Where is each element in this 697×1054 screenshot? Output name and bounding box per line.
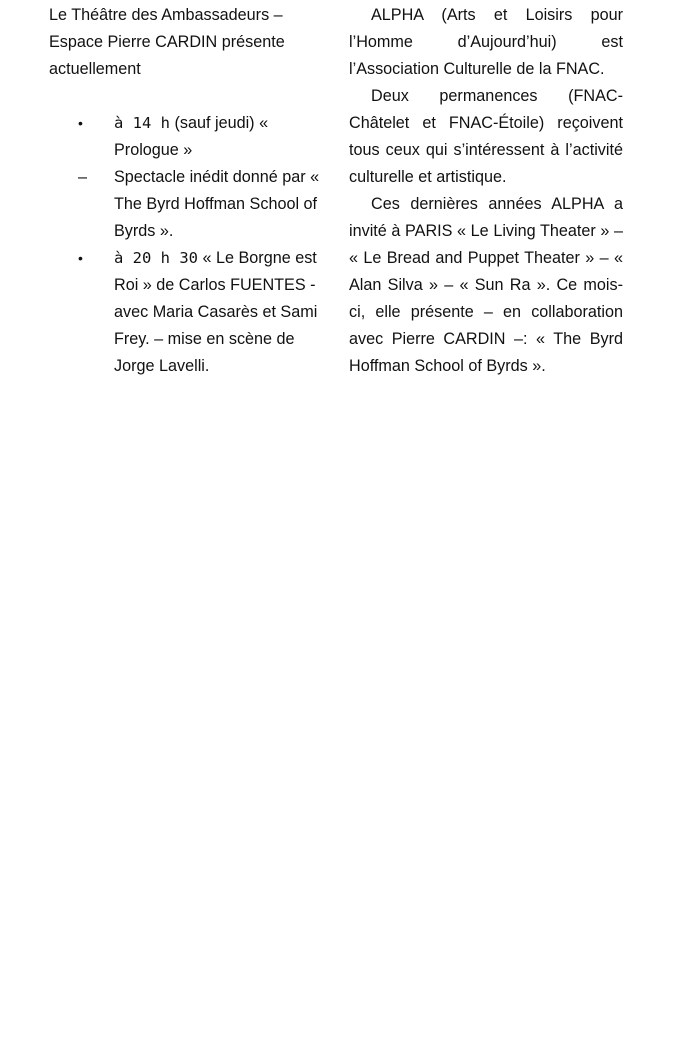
intro-paragraph: Le Théâtre des Ambassadeurs – Espace Pierre CARDIN présente actuellement bbox=[49, 6, 285, 78]
list-item bbox=[49, 245, 329, 380]
left-column bbox=[49, 2, 329, 380]
showtime: à 20 h 30 bbox=[114, 249, 198, 267]
paragraph-alpha-intro: ALPHA (Arts et Loisirs pour l’Homme d’Aujourd’hui) est l’Association Culturelle de la FNAC. bbox=[349, 6, 623, 78]
list-item bbox=[49, 164, 329, 245]
paragraph-permanences: Deux permanences (FNAC-Châtelet et FNAC-Étoile) reçoivent tous ceux qui s’intéressent à l’activité culturelle et artistique. bbox=[349, 87, 623, 186]
showtime: à 14 h bbox=[114, 114, 170, 132]
list-item bbox=[49, 110, 329, 164]
list-item-text: Spectacle inédit donné par « The Byrd Hoffman School of Byrds ». bbox=[114, 168, 320, 240]
list-item-text: « Le Borgne est Roi » de Carlos FUENTES -avec Maria Casarès et Sami Frey. – mise en scène de Jorge Lavelli. bbox=[114, 249, 318, 375]
paragraph-invitations: Ces dernières années ALPHA a invité à PARIS « Le Living Theater » – « Le Bread and Puppet Theater » – « Alan Silva » – « Sun Ra ». Ce mois-ci, elle présente – en collaboration avec Pierre CARDIN –: « The Byrd Hoffman School of Byrds ». bbox=[349, 195, 623, 375]
bullet-icon: • bbox=[78, 250, 83, 266]
bullet-icon: • bbox=[78, 115, 83, 131]
list-item-text: (sauf jeudi) « Prologue » bbox=[114, 114, 269, 159]
right-column bbox=[349, 2, 623, 380]
dash-icon: – bbox=[78, 168, 88, 186]
